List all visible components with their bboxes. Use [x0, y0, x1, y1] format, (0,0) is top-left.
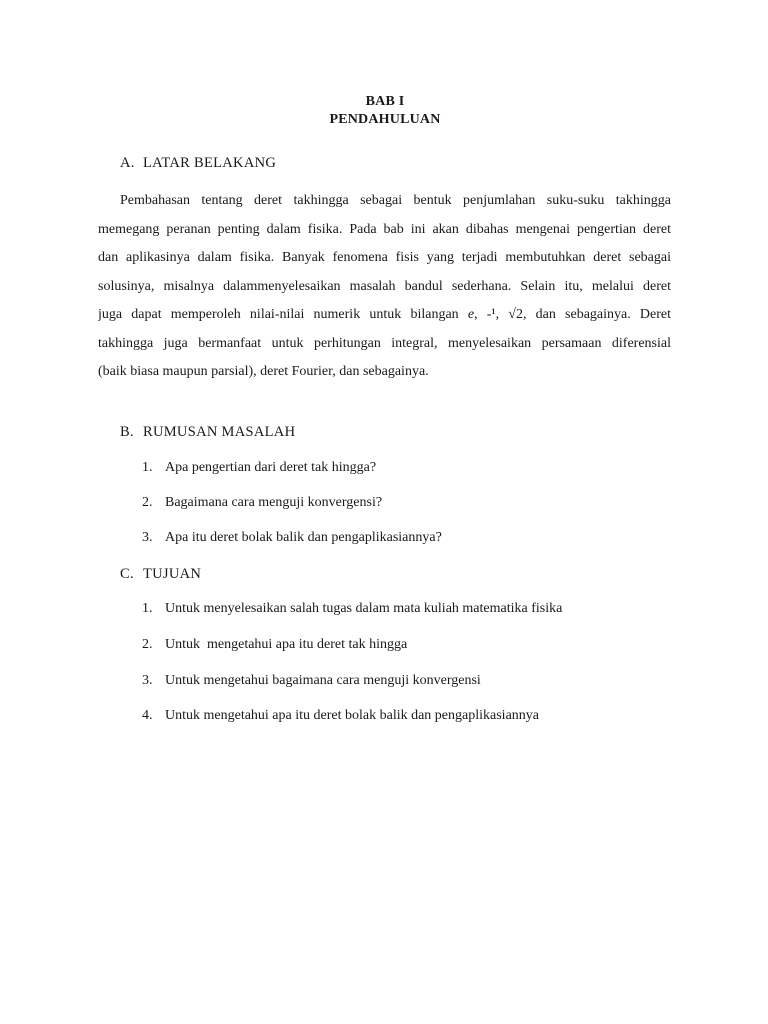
list-number: 1.	[142, 460, 153, 475]
math-symbol-e: e	[467, 307, 475, 322]
section-c-heading	[120, 566, 201, 583]
paragraph-line: solusinya, misalnya dalammenyelesaikan masalah bandul sederhana. Selain itu, melalui deret	[98, 278, 671, 294]
section-a-letter: A.	[120, 155, 135, 171]
paragraph-line: Pembahasan tentang deret takhingga sebagai bentuk penjumlahan suku-suku takhingga	[120, 193, 671, 208]
paragraph-line: dan aplikasinya dalam fisika. Banyak fenomena fisis yang terjadi membutuhkan deret sebagai	[98, 250, 671, 265]
list-text: Untuk mengetahui apa itu deret tak hingga	[165, 637, 408, 652]
section-b-title: RUMUSAN MASALAH	[143, 424, 296, 440]
list-item	[142, 673, 481, 689]
list-number: 3.	[142, 530, 153, 545]
section-a-title: LATAR BELAKANG	[143, 155, 277, 171]
chapter-number: BAB I	[365, 94, 405, 109]
list-item	[142, 708, 539, 724]
list-number: 1.	[142, 601, 153, 616]
list-item	[142, 530, 442, 546]
list-text: Apa pengertian dari deret tak hingga?	[165, 460, 377, 475]
paragraph-line: memegang peranan penting dalam fisika. Pada bab ini akan dibahas mengenai pengertian deret	[98, 221, 671, 237]
list-text: Apa itu deret bolak balik dan pengaplikasiannya?	[165, 530, 442, 545]
section-c-letter: C.	[120, 566, 134, 582]
list-text: Untuk mengetahui bagaimana cara menguji konvergensi	[165, 673, 481, 688]
chapter-title: PENDAHULUAN	[329, 112, 441, 127]
paragraph-line-start: juga dapat memperoleh nilai-nilai numerik untuk bilangan	[98, 307, 468, 322]
list-text: Untuk mengetahui apa itu deret bolak balik dan pengaplikasiannya	[165, 708, 539, 723]
section-c-title: TUJUAN	[143, 566, 202, 582]
list-text: Bagaimana cara menguji konvergensi?	[165, 495, 383, 510]
list-item	[142, 460, 376, 476]
paragraph-line-end: , -¹, √2, dan sebagainya. Deret	[474, 307, 671, 322]
list-text: Untuk menyelesaikan salah tugas dalam mata kuliah matematika fisika	[165, 601, 563, 616]
section-b-heading	[120, 424, 295, 441]
paragraph-line-with-math	[98, 301, 671, 330]
list-number: 2.	[142, 495, 153, 510]
background-paragraph	[98, 187, 671, 387]
paragraph-line: takhingga juga bermanfaat untuk perhitungan integral, menyelesaikan persamaan diferensial	[98, 335, 671, 351]
list-number: 4.	[142, 708, 153, 723]
list-number: 3.	[142, 673, 153, 688]
list-item	[142, 495, 382, 511]
section-a-heading	[120, 155, 276, 172]
list-item	[142, 601, 562, 617]
list-number: 2.	[142, 637, 153, 652]
section-b-letter: B.	[120, 424, 134, 440]
paragraph-line: (baik biasa maupun parsial), deret Fourier, dan sebagainya.	[98, 364, 429, 379]
list-item	[142, 637, 407, 653]
